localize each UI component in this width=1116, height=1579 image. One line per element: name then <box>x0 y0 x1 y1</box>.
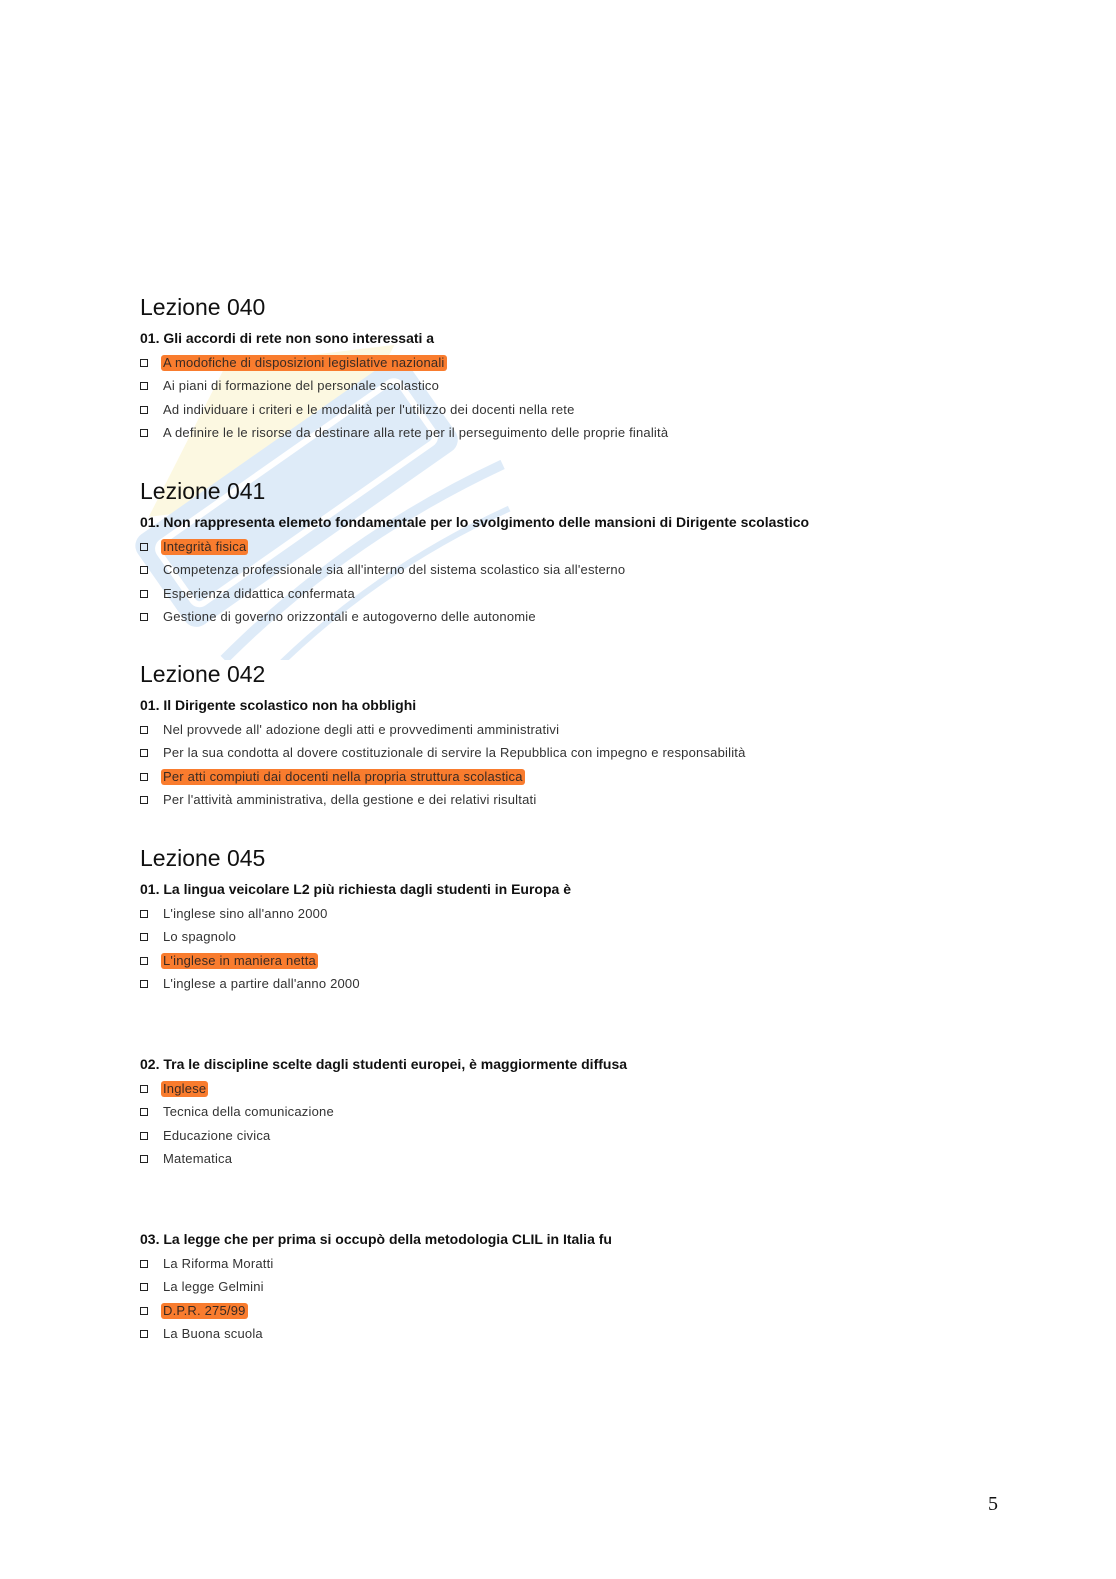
answer-text: Per la sua condotta al dovere costituzionale di servire la Repubblica con impegno e responsabilità <box>163 745 746 761</box>
question <box>140 328 1000 445</box>
answer-text: Ad individuare i criteri e le modalità per l'utilizzo dei docenti nella rete <box>163 401 575 417</box>
checkbox-icon[interactable] <box>140 1085 148 1093</box>
question-text: 03. La legge che per prima si occupò della metodologia CLIL in Italia fu <box>140 1231 612 1247</box>
lesson-042 <box>140 659 1000 843</box>
lesson-title: Lezione 040 <box>140 294 266 320</box>
answer-option-correct[interactable] <box>140 949 1000 973</box>
answer-option[interactable] <box>140 606 1000 630</box>
checkbox-icon[interactable] <box>140 1260 148 1268</box>
answer-list <box>140 535 1000 629</box>
answer-option[interactable] <box>140 1148 1000 1172</box>
answer-option[interactable] <box>140 375 1000 399</box>
answer-option[interactable] <box>140 718 1000 742</box>
question-text: 01. La lingua veicolare L2 più richiesta dagli studenti in Europa è <box>140 881 571 897</box>
answer-text: La Buona scuola <box>163 1326 263 1342</box>
lesson-040 <box>140 292 1000 476</box>
answer-list <box>140 1077 1000 1171</box>
answer-text: Tecnica della comunicazione <box>163 1104 334 1120</box>
question-text: 02. Tra le discipline scelte dagli studenti europei, è maggiormente diffusa <box>140 1056 628 1072</box>
answer-text: La legge Gelmini <box>163 1279 264 1295</box>
answer-text: La Riforma Moratti <box>163 1255 274 1271</box>
lesson-title: Lezione 045 <box>140 845 266 871</box>
checkbox-icon[interactable] <box>140 1283 148 1291</box>
checkbox-icon[interactable] <box>140 429 148 437</box>
answer-option[interactable] <box>140 902 1000 926</box>
answer-text: D.P.R. 275/99 <box>163 1302 246 1318</box>
answer-text: Matematica <box>163 1151 233 1167</box>
answer-option-correct[interactable] <box>140 1299 1000 1323</box>
lesson-title: Lezione 042 <box>140 661 266 687</box>
checkbox-icon[interactable] <box>140 1108 148 1116</box>
checkbox-icon[interactable] <box>140 1132 148 1140</box>
answer-text: L'inglese a partire dall'anno 2000 <box>163 976 360 992</box>
checkbox-icon[interactable] <box>140 910 148 918</box>
answer-text: Per atti compiuti dai docenti nella propria struttura scolastica <box>163 768 523 784</box>
answer-option-correct[interactable] <box>140 535 1000 559</box>
answer-option[interactable] <box>140 1252 1000 1276</box>
answer-text: Ai piani di formazione del personale scolastico <box>163 378 440 394</box>
checkbox-icon[interactable] <box>140 980 148 988</box>
checkbox-icon[interactable] <box>140 796 148 804</box>
answer-option[interactable] <box>140 1323 1000 1347</box>
checkbox-icon[interactable] <box>140 359 148 367</box>
checkbox-icon[interactable] <box>140 590 148 598</box>
answer-list <box>140 718 1000 812</box>
checkbox-icon[interactable] <box>140 726 148 734</box>
checkbox-icon[interactable] <box>140 1330 148 1338</box>
answer-option[interactable] <box>140 559 1000 583</box>
answer-text: L'inglese in maniera netta <box>163 952 316 968</box>
answer-list <box>140 902 1000 996</box>
answer-text: Inglese <box>163 1080 207 1096</box>
answer-option[interactable] <box>140 1276 1000 1300</box>
checkbox-icon[interactable] <box>140 957 148 965</box>
answer-text: Gestione di governo orizzontali e autogoverno delle autonomie <box>163 609 536 625</box>
answer-option[interactable] <box>140 582 1000 606</box>
page-number: 5 <box>988 1493 998 1515</box>
answer-list <box>140 351 1000 445</box>
checkbox-icon[interactable] <box>140 933 148 941</box>
answer-option[interactable] <box>140 422 1000 446</box>
question-text: 01. Gli accordi di rete non sono interessati a <box>140 330 435 346</box>
answer-text: Competenza professionale sia all'interno del sistema scolastico sia all'esterno <box>163 562 626 578</box>
answer-option-correct[interactable] <box>140 1077 1000 1101</box>
answer-option[interactable] <box>140 742 1000 766</box>
question <box>140 1229 1000 1346</box>
answer-option[interactable] <box>140 1101 1000 1125</box>
answer-text: Educazione civica <box>163 1127 271 1143</box>
document-content <box>140 292 1000 1346</box>
answer-option[interactable] <box>140 789 1000 813</box>
question-text: 01. Non rappresenta elemeto fondamentale per lo svolgimento delle mansioni di Dirigente scolastico <box>140 514 810 530</box>
lesson-041 <box>140 476 1000 659</box>
answer-option-correct[interactable] <box>140 765 1000 789</box>
checkbox-icon[interactable] <box>140 613 148 621</box>
lesson-045 <box>140 843 1000 1346</box>
checkbox-icon[interactable] <box>140 749 148 757</box>
answer-option[interactable] <box>140 926 1000 950</box>
answer-text: A modofiche di disposizioni legislative nazionali <box>163 354 445 370</box>
question-text: 01. Il Dirigente scolastico non ha obblighi <box>140 697 417 713</box>
checkbox-icon[interactable] <box>140 1307 148 1315</box>
question <box>140 1054 1000 1229</box>
answer-list <box>140 1252 1000 1346</box>
checkbox-icon[interactable] <box>140 1155 148 1163</box>
checkbox-icon[interactable] <box>140 382 148 390</box>
answer-option[interactable] <box>140 398 1000 422</box>
answer-text: L'inglese sino all'anno 2000 <box>163 905 328 921</box>
answer-text: Per l'attività amministrativa, della gestione e dei relativi risultati <box>163 792 537 808</box>
checkbox-icon[interactable] <box>140 406 148 414</box>
checkbox-icon[interactable] <box>140 566 148 574</box>
answer-text: Nel provvede all' adozione degli atti e provvedimenti amministrativi <box>163 721 560 737</box>
answer-option[interactable] <box>140 973 1000 997</box>
question <box>140 512 1000 629</box>
answer-text: A definire le le risorse da destinare alla rete per il perseguimento delle proprie finalità <box>163 425 669 441</box>
answer-option-correct[interactable] <box>140 351 1000 375</box>
checkbox-icon[interactable] <box>140 543 148 551</box>
question <box>140 879 1000 1054</box>
answer-text: Esperienza didattica confermata <box>163 585 355 601</box>
answer-text: Integrità fisica <box>163 538 247 554</box>
checkbox-icon[interactable] <box>140 773 148 781</box>
lesson-title: Lezione 041 <box>140 478 266 504</box>
answer-text: Lo spagnolo <box>163 929 237 945</box>
question <box>140 695 1000 812</box>
answer-option[interactable] <box>140 1124 1000 1148</box>
